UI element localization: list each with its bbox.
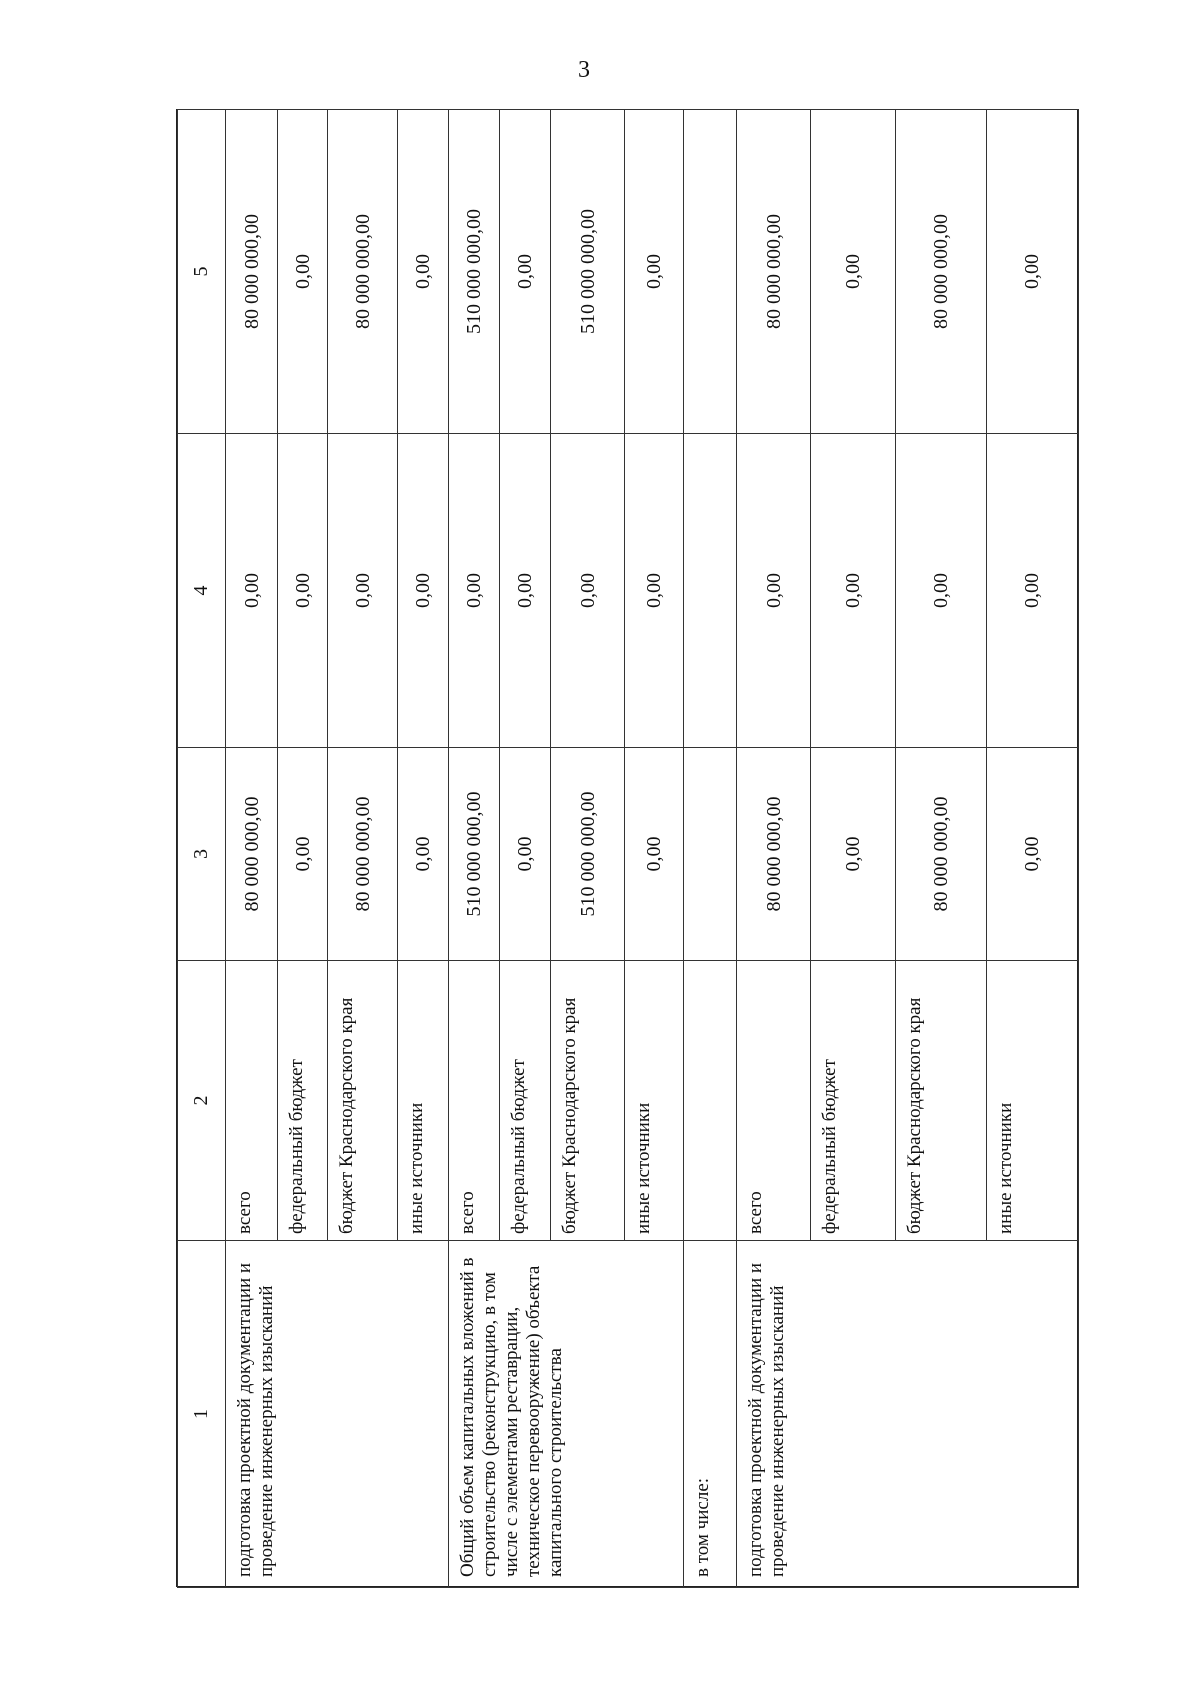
amount-cell: 0,00 (225, 434, 278, 748)
column-header: 5 (178, 110, 226, 434)
budget-table-frame (176, 109, 1078, 1587)
row-group-label: подготовка проектной документации и проведение инженерных изысканий (225, 1241, 448, 1588)
amount-cell: 0,00 (500, 110, 551, 434)
amount-cell: 80 000 000,00 (737, 110, 811, 434)
table-row (225, 110, 278, 1588)
funding-source: всего (448, 961, 500, 1241)
funding-source: иные источники (397, 961, 448, 1241)
funding-source: бюджет Краснодарского края (551, 961, 625, 1241)
amount-cell: 0,00 (397, 434, 448, 748)
funding-source: бюджет Краснодарского края (328, 961, 398, 1241)
amount-cell: 0,00 (500, 434, 551, 748)
amount-cell: 80 000 000,00 (895, 748, 986, 961)
funding-source: бюджет Краснодарского края (895, 961, 986, 1241)
amount-cell: 80 000 000,00 (737, 748, 811, 961)
amount-cell: 0,00 (986, 748, 1078, 961)
amount-cell: 0,00 (986, 434, 1078, 748)
amount-cell: 510 000 000,00 (551, 748, 625, 961)
funding-source: федеральный бюджет (811, 961, 896, 1241)
column-header: 3 (178, 748, 226, 961)
amount-cell: 0,00 (625, 110, 684, 434)
amount-cell: 80 000 000,00 (225, 110, 278, 434)
column-header: 1 (178, 1241, 226, 1588)
amount-cell: 0,00 (500, 748, 551, 961)
amount-cell: 0,00 (811, 748, 896, 961)
amount-cell: 510 000 000,00 (448, 748, 500, 961)
table-row (737, 110, 811, 1588)
amount-cell: 80 000 000,00 (895, 110, 986, 434)
amount-cell: 0,00 (737, 434, 811, 748)
table-row (684, 110, 737, 1588)
funding-source: всего (737, 961, 811, 1241)
amount-cell: 0,00 (328, 434, 398, 748)
column-header: 2 (178, 961, 226, 1241)
amount-cell: 80 000 000,00 (225, 748, 278, 961)
amount-cell: 80 000 000,00 (328, 748, 398, 961)
amount-cell: 80 000 000,00 (328, 110, 398, 434)
amount-cell: 0,00 (278, 748, 328, 961)
amount-cell: 0,00 (625, 748, 684, 961)
amount-cell: 0,00 (278, 110, 328, 434)
budget-table (177, 109, 1079, 1588)
page-number: 3 (578, 57, 590, 83)
column-header: 4 (178, 434, 226, 748)
amount-cell: 0,00 (811, 110, 896, 434)
amount-cell: 0,00 (448, 434, 500, 748)
amount-cell: 0,00 (895, 434, 986, 748)
funding-source: всего (225, 961, 278, 1241)
header-row (178, 110, 226, 1588)
table-row (448, 110, 500, 1588)
row-group-label: Общий объем капитальных вложений в строительство (реконструкцию, в том числе с элементами реставрации, техническое перевооружение) объекта капитального строительства (448, 1241, 684, 1588)
amount-cell: 510 000 000,00 (551, 110, 625, 434)
row-group-label: в том числе: (684, 1241, 737, 1588)
funding-source: иные источники (986, 961, 1078, 1241)
funding-source: федеральный бюджет (278, 961, 328, 1241)
amount-cell: 0,00 (625, 434, 684, 748)
amount-cell: 510 000 000,00 (448, 110, 500, 434)
amount-cell: 0,00 (397, 748, 448, 961)
amount-cell: 0,00 (278, 434, 328, 748)
amount-cell: 0,00 (397, 110, 448, 434)
funding-source: иные источники (625, 961, 684, 1241)
amount-cell: 0,00 (551, 434, 625, 748)
funding-source: федеральный бюджет (500, 961, 551, 1241)
amount-cell: 0,00 (811, 434, 896, 748)
row-group-label: подготовка проектной документации и проведение инженерных изысканий (737, 1241, 1079, 1588)
amount-cell: 0,00 (986, 110, 1078, 434)
